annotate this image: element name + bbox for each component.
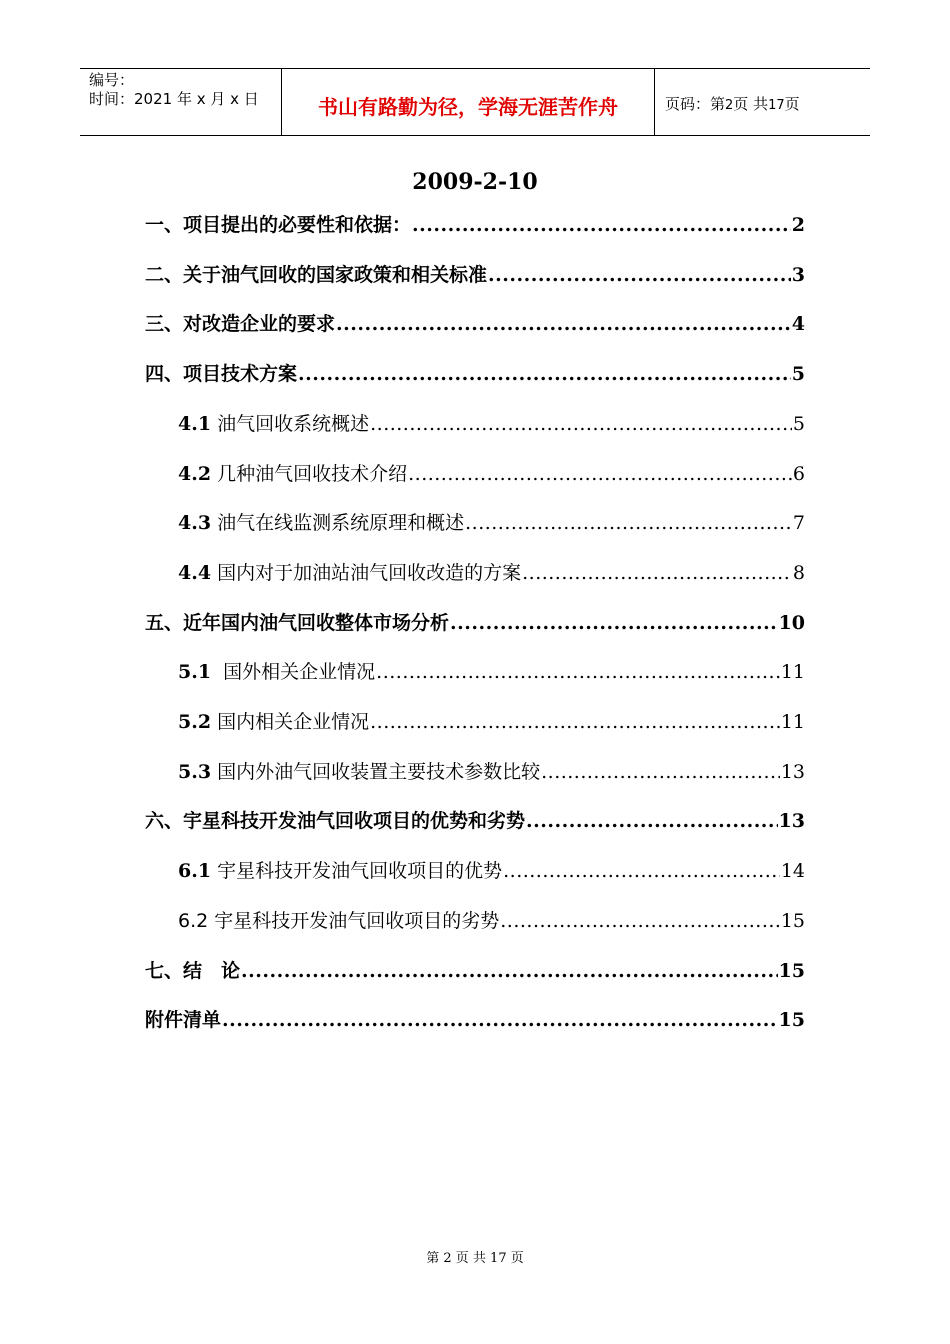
- toc-leader-dots: [488, 264, 791, 286]
- toc-entry-page: 15: [778, 959, 805, 982]
- toc-entry-page: 10: [778, 611, 805, 634]
- toc-entry-number: 4.4: [178, 561, 212, 584]
- toc-entry-text: 国内外油气回收装置主要技术参数比较: [211, 760, 541, 783]
- toc-entry[interactable]: [178, 459, 805, 489]
- toc-entry-label: [145, 210, 411, 237]
- toc-entry-page: 5: [792, 412, 805, 435]
- toc-entry-number: 4.1: [178, 412, 212, 435]
- toc-entry-label: [178, 558, 521, 585]
- page-prefix: 页码：第: [665, 95, 726, 113]
- header-page-info: [655, 69, 870, 135]
- toc-leader-dots: [241, 960, 778, 982]
- toc-entry-text: 6.2 宇星科技开发油气回收项目的劣势: [178, 909, 500, 932]
- toc-leader-dots: [298, 363, 791, 385]
- toc-entry-number: 5.1: [178, 661, 212, 684]
- toc-entry[interactable]: [178, 856, 805, 886]
- toc-entry-text: 国外相关企业情况: [211, 661, 376, 684]
- toc-leader-dots: [500, 910, 780, 932]
- toc-entry-label: [145, 359, 297, 386]
- page-current: 2: [725, 98, 734, 113]
- toc-entry-number: 4.2: [178, 462, 212, 485]
- toc-entry-number: 5.3: [178, 760, 212, 783]
- toc-entry-label: [178, 757, 540, 784]
- toc-entry-text: 几种油气回收技术介绍: [211, 462, 408, 485]
- toc-entry-page: 4: [791, 313, 805, 336]
- toc-entry-page: 11: [780, 661, 805, 684]
- serial-label: 编号：: [89, 71, 135, 89]
- toc-entry-number: 5.2: [178, 711, 212, 733]
- toc-entry-number: 4.3: [178, 512, 212, 535]
- toc-entry-page: 13: [778, 810, 805, 833]
- toc-leader-dots: [408, 463, 792, 485]
- toc-entry[interactable]: [145, 309, 805, 339]
- toc-entry-page: 2: [791, 214, 805, 236]
- toc-entry-label: [145, 1005, 221, 1032]
- toc-entry-text: 六、宇星科技开发油气回收项目的优势和劣势: [145, 810, 526, 833]
- toc-entry-text: 附件清单: [145, 1009, 222, 1032]
- toc-entry-text: 一、项目提出的必要性和依据：: [145, 214, 412, 236]
- toc-entry-page: 11: [780, 711, 805, 733]
- toc-entry-label: [145, 309, 335, 336]
- toc-entry-label: [178, 856, 502, 883]
- page-total: 17: [768, 98, 785, 113]
- toc-leader-dots: [526, 810, 778, 832]
- toc-leader-dots: [336, 313, 791, 335]
- toc-entry-page: 5: [791, 363, 805, 386]
- toc-entry-label: [145, 806, 525, 833]
- toc-leader-dots: [450, 612, 778, 634]
- toc-entry-text: 国内对于加油站油气回收改造的方案: [211, 561, 522, 584]
- toc-entry-page: 14: [780, 860, 805, 883]
- motto: 书山有路勤为径，学海无涯苦作舟: [282, 69, 655, 135]
- toc-entry[interactable]: [145, 956, 805, 986]
- toc-leader-dots: [541, 761, 780, 783]
- toc-entry-page: 3: [791, 263, 805, 286]
- header-table: [80, 68, 870, 136]
- toc-entry-label: [178, 459, 407, 486]
- toc-entry[interactable]: [178, 707, 805, 737]
- toc-entry-label: [178, 657, 375, 684]
- toc-entry-text: 国内相关企业情况: [211, 711, 370, 733]
- toc-entry[interactable]: [178, 906, 805, 936]
- time-label: 时间：2021 年 x 月 x 日: [89, 90, 259, 108]
- toc-entry-text: 油气在线监测系统原理和概述: [211, 512, 465, 535]
- toc-entry-text: 五、近年国内油气回收整体市场分析: [145, 611, 450, 634]
- toc-entry-page: 6: [792, 462, 805, 485]
- toc-leader-dots: [370, 711, 780, 733]
- toc-entry-page: 8: [792, 561, 805, 584]
- toc-entry[interactable]: [145, 260, 805, 290]
- toc-entry[interactable]: [145, 608, 805, 638]
- toc-entry-label: [178, 906, 499, 933]
- toc-entry-number: 6.1: [178, 860, 212, 883]
- toc-entry-text: 油气回收系统概述: [211, 412, 370, 435]
- toc-entry-text: 三、对改造企业的要求: [145, 313, 336, 336]
- page-suffix: 页: [784, 95, 800, 113]
- toc-entry-page: 7: [792, 512, 805, 535]
- toc-entry[interactable]: [178, 508, 805, 538]
- toc-entry-text: 四、项目技术方案: [145, 363, 298, 386]
- page-mid: 页 共: [733, 95, 769, 113]
- toc-entry-page: 15: [780, 909, 805, 932]
- toc-leader-dots: [503, 860, 780, 882]
- toc-leader-dots: [376, 661, 780, 683]
- document-title: 2009-2-10: [412, 169, 538, 195]
- toc-entry-label: [178, 508, 464, 535]
- toc-leader-dots: [412, 214, 791, 236]
- toc-entry[interactable]: [145, 210, 805, 240]
- toc-entry[interactable]: [178, 657, 805, 687]
- toc-entry-label: [178, 707, 369, 734]
- toc-entry-label: [145, 608, 449, 635]
- toc-leader-dots: [465, 512, 792, 534]
- toc-leader-dots: [522, 562, 792, 584]
- toc-entry[interactable]: [178, 757, 805, 787]
- toc-leader-dots: [370, 413, 792, 435]
- toc-entry[interactable]: [145, 359, 805, 389]
- toc-leader-dots: [222, 1009, 778, 1031]
- toc-entry-label: [145, 260, 487, 287]
- toc-entry-page: 13: [780, 760, 805, 783]
- toc-entry[interactable]: [145, 806, 805, 836]
- toc-entry-label: [178, 409, 369, 436]
- toc-entry-text: 宇星科技开发油气回收项目的优势: [211, 860, 503, 883]
- toc-entry-text: 二、关于油气回收的国家政策和相关标准: [145, 263, 488, 286]
- toc-entry[interactable]: [145, 1005, 805, 1035]
- header-left-cell: [80, 69, 282, 135]
- toc-entry[interactable]: [178, 558, 805, 588]
- toc-entry-page: 15: [778, 1009, 805, 1032]
- toc-entry-text: 七、结 论: [145, 959, 241, 982]
- page-footer: 第 2 页 共 17 页: [426, 1251, 524, 1266]
- toc-entry-label: [145, 956, 240, 983]
- toc-entry[interactable]: [178, 409, 805, 439]
